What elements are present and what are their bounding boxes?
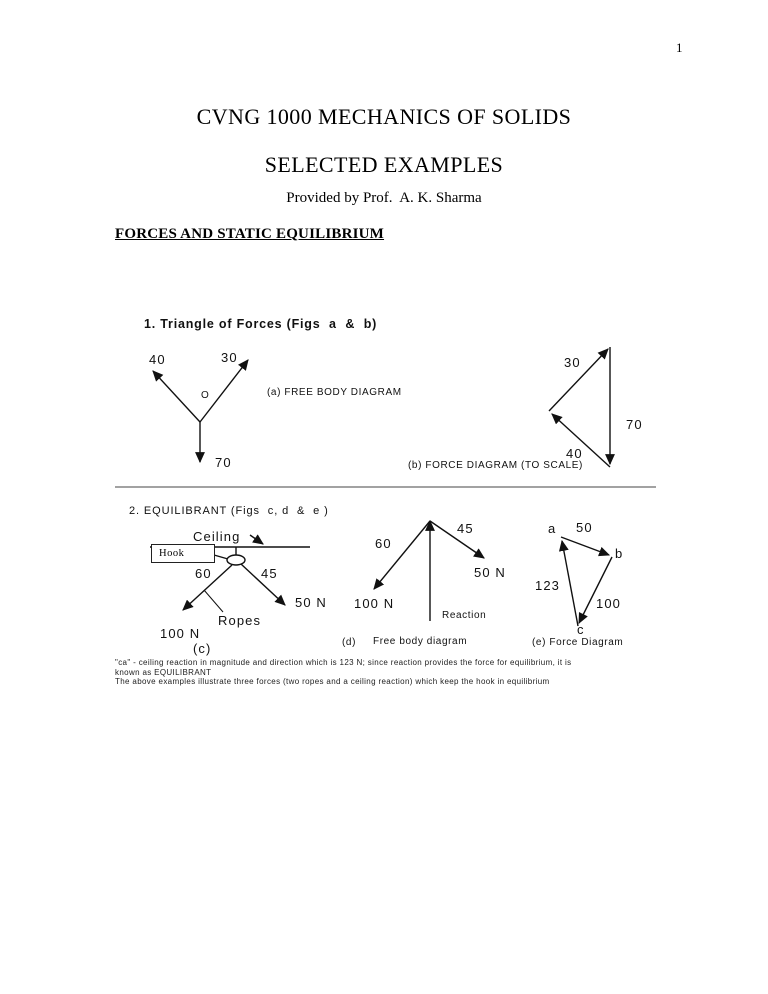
ceiling-pointer-arrow <box>250 535 263 544</box>
figure-group-1-heading: 1. Triangle of Forces (Figs a & b) <box>144 317 378 331</box>
fig-e-vertex-b: b <box>615 546 624 561</box>
main-section-heading: FORCES AND STATIC EQUILIBRIUM <box>115 226 385 242</box>
footnote-line-1: "ca" - ceiling reaction in magnitude and direction which is 123 N; since reaction provides the force for equilibrium, it is <box>115 658 572 667</box>
page-number: 1 <box>676 40 683 55</box>
fig-d-angle-45: 45 <box>457 521 474 536</box>
fig-c-ceiling-label: Ceiling <box>193 529 241 544</box>
ropes-pointer-line <box>204 590 223 612</box>
fig-a-label-40: 40 <box>149 352 166 367</box>
document-title: CVNG 1000 MECHANICS OF SOLIDS <box>196 104 572 129</box>
fig-e-force-triangle <box>561 537 612 626</box>
fig-a-label-origin: O <box>201 390 210 401</box>
fig-b-label-30: 30 <box>564 355 581 370</box>
force-100-arrow <box>374 521 430 589</box>
fig-d-reaction-label: Reaction <box>442 610 487 621</box>
fig-b-caption: (b) FORCE DIAGRAM (TO SCALE) <box>408 460 583 471</box>
fig-c-force-100: 100 N <box>160 626 201 641</box>
fig-c-caption: (c) <box>193 641 212 656</box>
hook-ellipse <box>227 555 245 565</box>
side-bc-100 <box>579 557 612 623</box>
fig-e-label-50: 50 <box>576 520 593 535</box>
fig-c-angle-60: 60 <box>195 566 212 581</box>
document-subtitle: SELECTED EXAMPLES <box>264 152 504 177</box>
fig-e-label-123: 123 <box>535 578 560 593</box>
fig-d-force-50: 50 N <box>474 565 506 580</box>
fig-e-vertex-a: a <box>548 521 557 536</box>
fig-a-label-30: 30 <box>221 350 238 365</box>
fig-e-caption: (e) Force Diagram <box>532 637 624 648</box>
fig-c-force-50: 50 N <box>295 595 327 610</box>
byline: Provided by Prof. A. K. Sharma <box>286 190 482 206</box>
side-ca-123 <box>562 541 578 626</box>
footnote-line-3: The above examples illustrate three forces (two ropes and a ceiling reaction) which keep the hook in equilibrium <box>115 677 550 687</box>
fig-a-label-70: 70 <box>215 455 232 470</box>
fig-e-label-100: 100 <box>596 596 621 611</box>
fig-a-arrow-40 <box>153 371 200 422</box>
fig-c-hook-label: Hook <box>159 548 185 559</box>
fig-c-hook-box <box>151 544 215 563</box>
fig-a-caption: (a) FREE BODY DIAGRAM <box>267 387 402 398</box>
fig-d-force-100: 100 N <box>354 596 395 611</box>
figure-group-2-heading: 2. EQUILIBRANT (Figs c, d & e ) <box>129 505 329 517</box>
fig-a-free-body-diagram <box>153 360 248 462</box>
footnote-line-2: known as EQUILIBRANT <box>115 667 212 677</box>
fig-e-vertex-c: c <box>577 622 585 637</box>
fig-c-angle-45: 45 <box>261 566 278 581</box>
fig-b-label-70: 70 <box>626 417 643 432</box>
fig-d-angle-60: 60 <box>375 536 392 551</box>
fig-d-caption: Free body diagram <box>373 636 468 647</box>
fig-b-label-40: 40 <box>566 446 583 461</box>
hook-pointer-line <box>214 555 228 559</box>
side-ab-50 <box>561 537 609 555</box>
footnote <box>115 658 572 687</box>
fig-d-caption-letter: (d) <box>342 637 357 648</box>
fig-c-ropes-label: Ropes <box>218 613 262 628</box>
